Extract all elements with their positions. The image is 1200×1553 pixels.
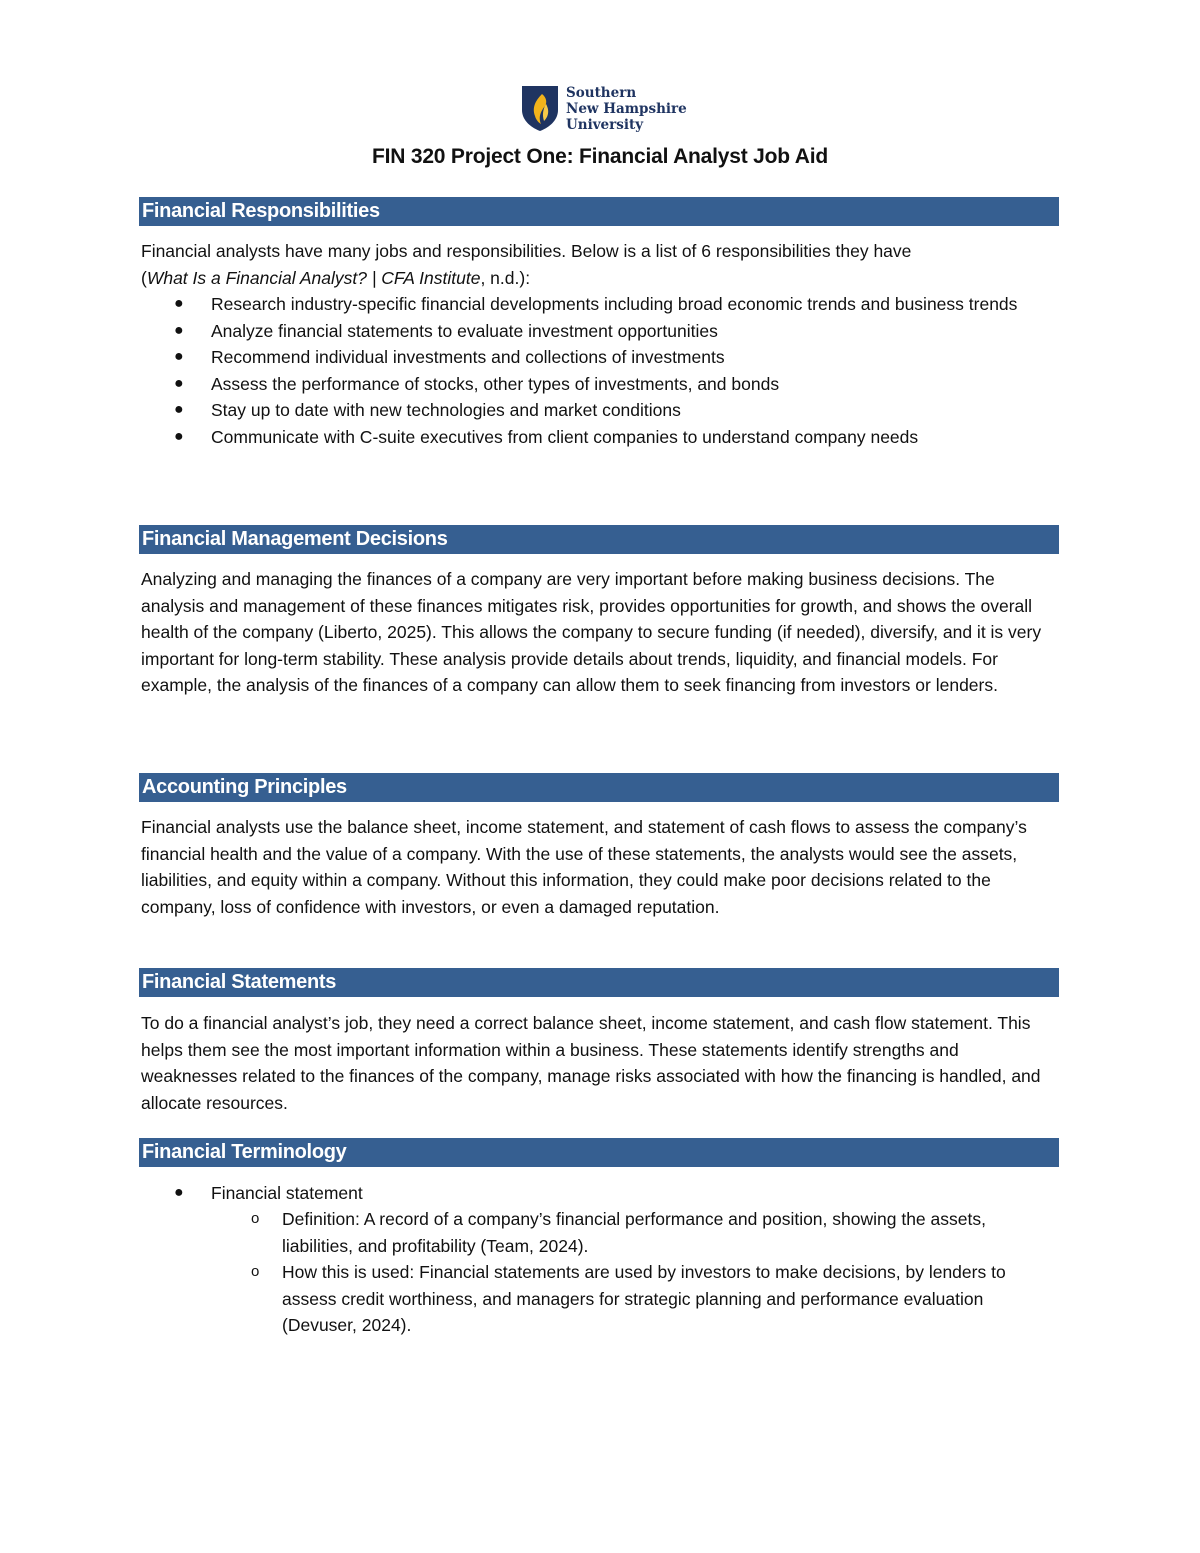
section-heading-text: Financial Responsibilities xyxy=(142,200,380,222)
list-item xyxy=(141,1180,1041,1207)
terminology-list xyxy=(141,1180,1041,1207)
section-heading-statements xyxy=(139,968,1059,997)
section-heading-terminology xyxy=(139,1138,1059,1167)
list-item: ● Analyze financial statements to evaluate investment opportunities xyxy=(141,318,1041,345)
statements-paragraph: To do a financial analyst’s job, they need a correct balance sheet, income statement, and cash flow statement. This helps them see the most important information within a business. These statements identify strengths and weaknesses related to the finances of the company, manage risks associated with how the financing is handled, and allocate resources. xyxy=(141,1013,1041,1113)
document-title: FIN 320 Project One: Financial Analyst Job Aid xyxy=(371,145,829,168)
bullet-icon: ● xyxy=(174,401,184,418)
bullet-icon: ● xyxy=(174,374,184,392)
bullet-icon: ● xyxy=(174,295,184,312)
logo-line-1: Southern xyxy=(566,85,637,101)
bullet-icon: ● xyxy=(174,1184,184,1201)
list-item: ● Assess the performance of stocks, other types of investments, and bonds xyxy=(141,371,1041,398)
bullet-icon: ● xyxy=(174,427,184,445)
section-heading-text: Accounting Principles xyxy=(142,776,347,798)
circle-bullet-icon: o xyxy=(251,1210,260,1227)
shield-flame-icon xyxy=(520,84,560,132)
term-usage: How this is used: Financial statements are used by investors to make decisions, by lenders to assess credit worthiness, and managers for strategic planning and performance evaluation (Devuser, 2024). xyxy=(282,1262,1006,1335)
list-item: ● Recommend individual investments and collections of investments xyxy=(141,344,1041,371)
university-logo xyxy=(520,84,690,134)
list-item: ● Stay up to date with new technologies and market conditions xyxy=(141,397,1041,424)
circle-bullet-icon: o xyxy=(251,1263,260,1280)
list-item xyxy=(141,1206,1041,1259)
term-name: Financial statement xyxy=(211,1183,363,1203)
list-item xyxy=(141,1259,1041,1339)
section-heading-text: Financial Management Decisions xyxy=(142,528,448,550)
bullet-icon: ● xyxy=(174,321,184,339)
responsibilities-list xyxy=(141,291,1041,450)
section-heading-management xyxy=(139,525,1059,554)
list-item: ● Communicate with C-suite executives from client companies to understand company needs xyxy=(141,424,1041,451)
management-paragraph: Analyzing and managing the finances of a company are very important before making business decisions. The analysis and management of these finances mitigates risk, provides opportunities for growth, and shows the overall health of the company (Liberto, 2025). This allows the company to secure funding (if needed), diversify, and it is very important for long-term stability. These analysis provide details about trends, liquidity, and financial models. For example, the analysis of the finances of a company can allow them to seek financing from investors or lenders. xyxy=(141,569,1042,695)
list-item: ● Research industry-specific financial developments including broad economic trends and business trends xyxy=(141,291,1041,318)
logo-line-2: New Hampshire xyxy=(566,101,687,117)
accounting-paragraph: Financial analysts use the balance sheet, income statement, and statement of cash flows to assess the company’s financial health and the value of a company. With the use of these statements, the analysts would see the assets, liabilities, and equity within a company. Without this information, they could make poor decisions related to the company, loss of confidence with investors, or even a damaged reputation. xyxy=(141,817,1027,917)
section-heading-accounting xyxy=(139,773,1059,802)
terminology-sublist xyxy=(141,1206,1041,1339)
logo-line-3: University xyxy=(566,117,644,133)
bullet-icon: ● xyxy=(174,348,184,365)
section-heading-responsibilities xyxy=(139,197,1059,226)
term-definition: Definition: A record of a company’s financial performance and position, showing the assets, liabilities, and profitability (Team, 2024). xyxy=(282,1209,986,1256)
logo-wordmark xyxy=(566,85,687,133)
citation-title: What Is a Financial Analyst? | CFA Institute xyxy=(146,267,481,288)
section-heading-text: Financial Terminology xyxy=(142,1141,347,1163)
section-heading-text: Financial Statements xyxy=(142,971,337,993)
responsibilities-intro: Financial analysts have many jobs and responsibilities. Below is a list of 6 responsibilities they have (What Is a Financial Analyst? | CFA Institute, n.d.): xyxy=(141,241,912,288)
